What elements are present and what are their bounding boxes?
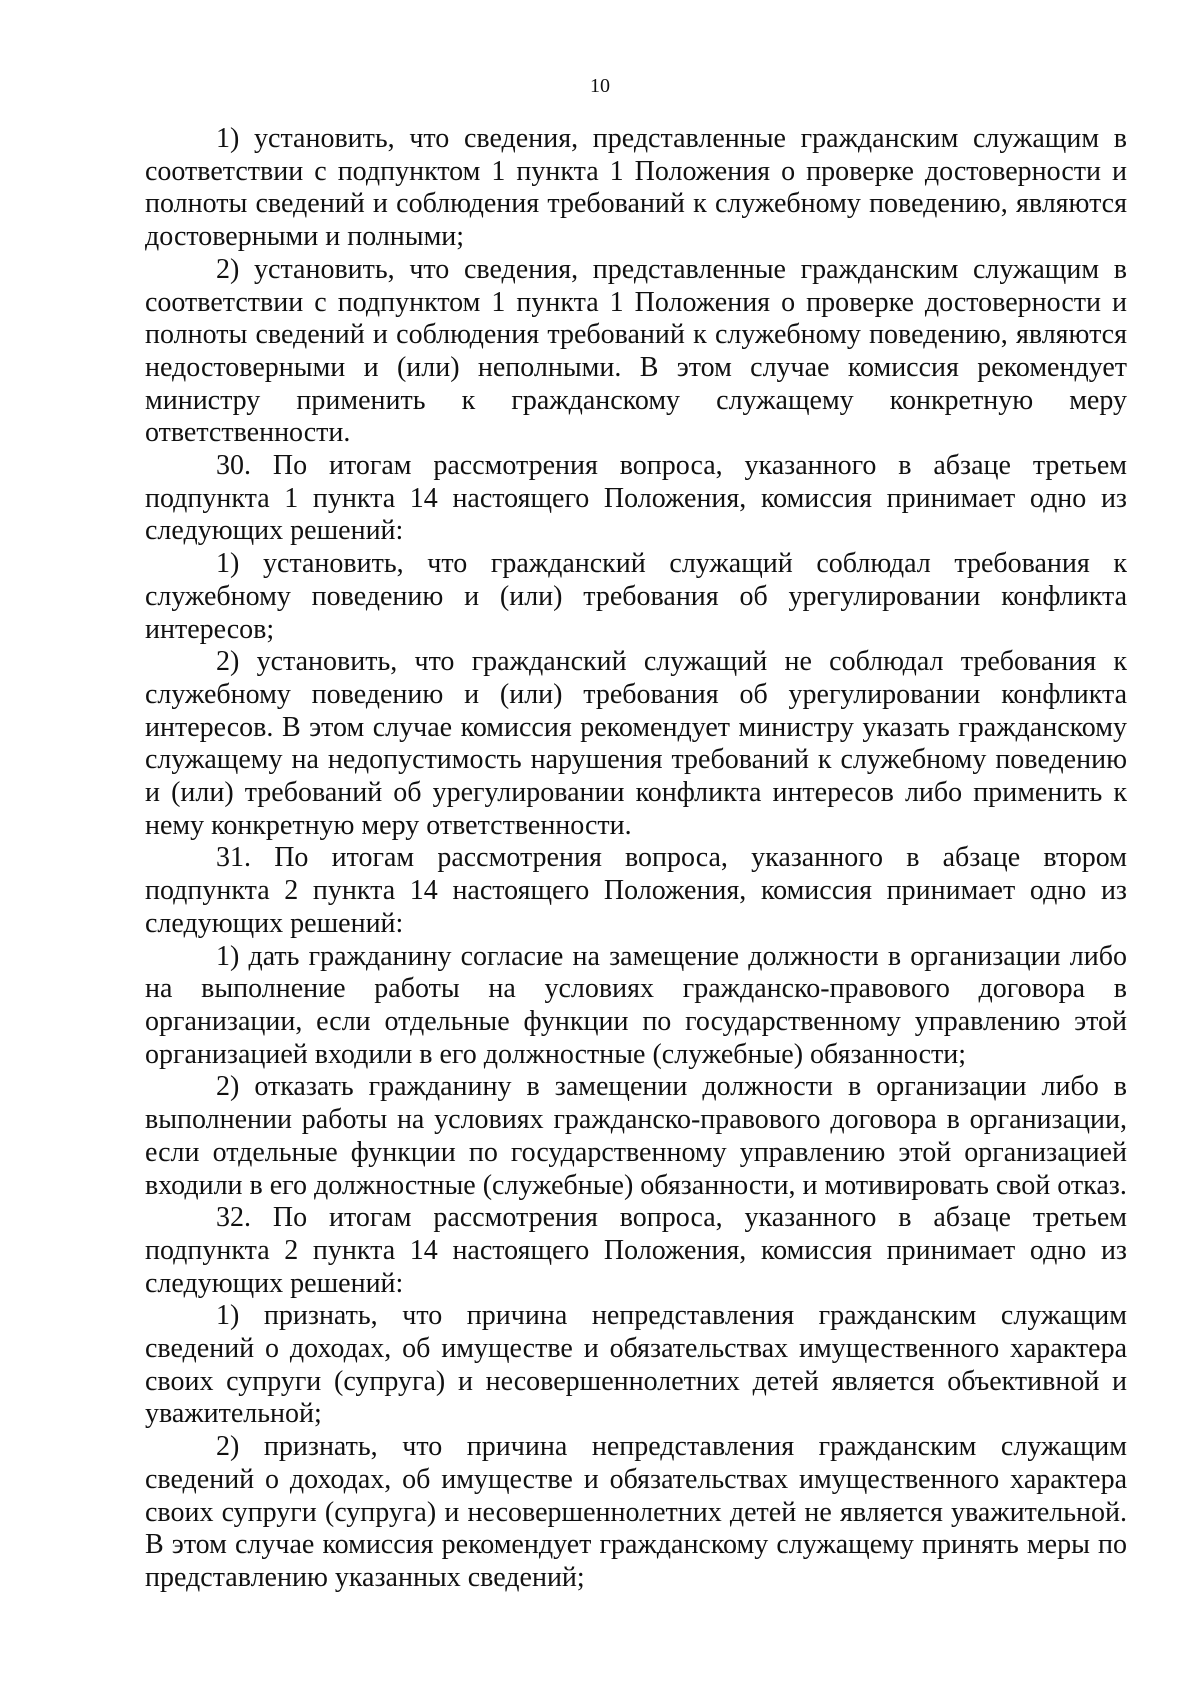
paragraph-32-item-2: 2) признать, что причина непредставления гражданским служащим сведений о доходах, об имуществе и обязательствах имущественного характера своих супруги (супруга) и несовершеннолетних детей не является уважительной. В этом случае комиссия рекомендует гражданскому служащему принять меры по представлению указанных сведений;: [145, 1431, 1127, 1593]
paragraph-29-item-2: 2) установить, что сведения, представленные гражданским служащим в соответствии с подпунктом 1 пункта 1 Положения о проверке достоверности и полноты сведений и соблюдения требований к служебному поведению, являются недостоверными и (или) неполными. В этом случае комиссия рекомендует министру применить к гражданскому служащему конкретную меру ответственности.: [145, 253, 1127, 449]
paragraph-31-item-2: 2) отказать гражданину в замещении должности в организации либо в выполнении работы на условиях гражданско-правового договора в организации, если отдельные функции по государственному управлению этой организацией входили в его должностные (служебные) обязанности, и мотивировать свой отказ.: [145, 1071, 1127, 1201]
paragraph-31: 31. По итогам рассмотрения вопроса, указанного в абзаце втором подпункта 2 пункта 14 настоящего Положения, комиссия принимает одно из следующих решений:: [145, 842, 1127, 939]
document-body: [145, 123, 1127, 1595]
paragraph-30-item-2: 2) установить, что гражданский служащий не соблюдал требования к служебному поведению и (или) требования об урегулировании конфликта интересов. В этом случае комиссия рекомендует министру указать гражданскому служащему на недопустимость нарушения требований к служебному поведению и (или) требований об урегулировании конфликта интересов либо применить к нему конкретную меру ответственности.: [145, 646, 1127, 841]
paragraph-29-item-1: 1) установить, что сведения, представленные гражданским служащим в соответствии с подпунктом 1 пункта 1 Положения о проверке достоверности и полноты сведений и соблюдения требований к служебному поведению, являются достоверными и полными;: [145, 123, 1127, 253]
page-number: 10: [590, 75, 610, 97]
paragraph-30-item-1: 1) установить, что гражданский служащий соблюдал требования к служебному поведению и (или) требования об урегулировании конфликта интересов;: [145, 548, 1127, 645]
paragraph-32: 32. По итогам рассмотрения вопроса, указанного в абзаце третьем подпункта 2 пункта 14 настоящего Положения, комиссия принимает одно из следующих решений:: [145, 1202, 1127, 1299]
paragraph-30: 30. По итогам рассмотрения вопроса, указанного в абзаце третьем подпункта 1 пункта 14 настоящего Положения, комиссия принимает одно из следующих решений:: [145, 450, 1127, 547]
paragraph-31-item-1: 1) дать гражданину согласие на замещение должности в организации либо на выполнение работы на условиях гражданско-правового договора в организации, если отдельные функции по государственному управлению этой организацией входили в его должностные (служебные) обязанности;: [145, 940, 1127, 1070]
paragraph-32-item-1: 1) признать, что причина непредставления гражданским служащим сведений о доходах, об имуществе и обязательствах имущественного характера своих супруги (супруга) и несовершеннолетних детей является объективной и уважительной;: [145, 1300, 1127, 1430]
